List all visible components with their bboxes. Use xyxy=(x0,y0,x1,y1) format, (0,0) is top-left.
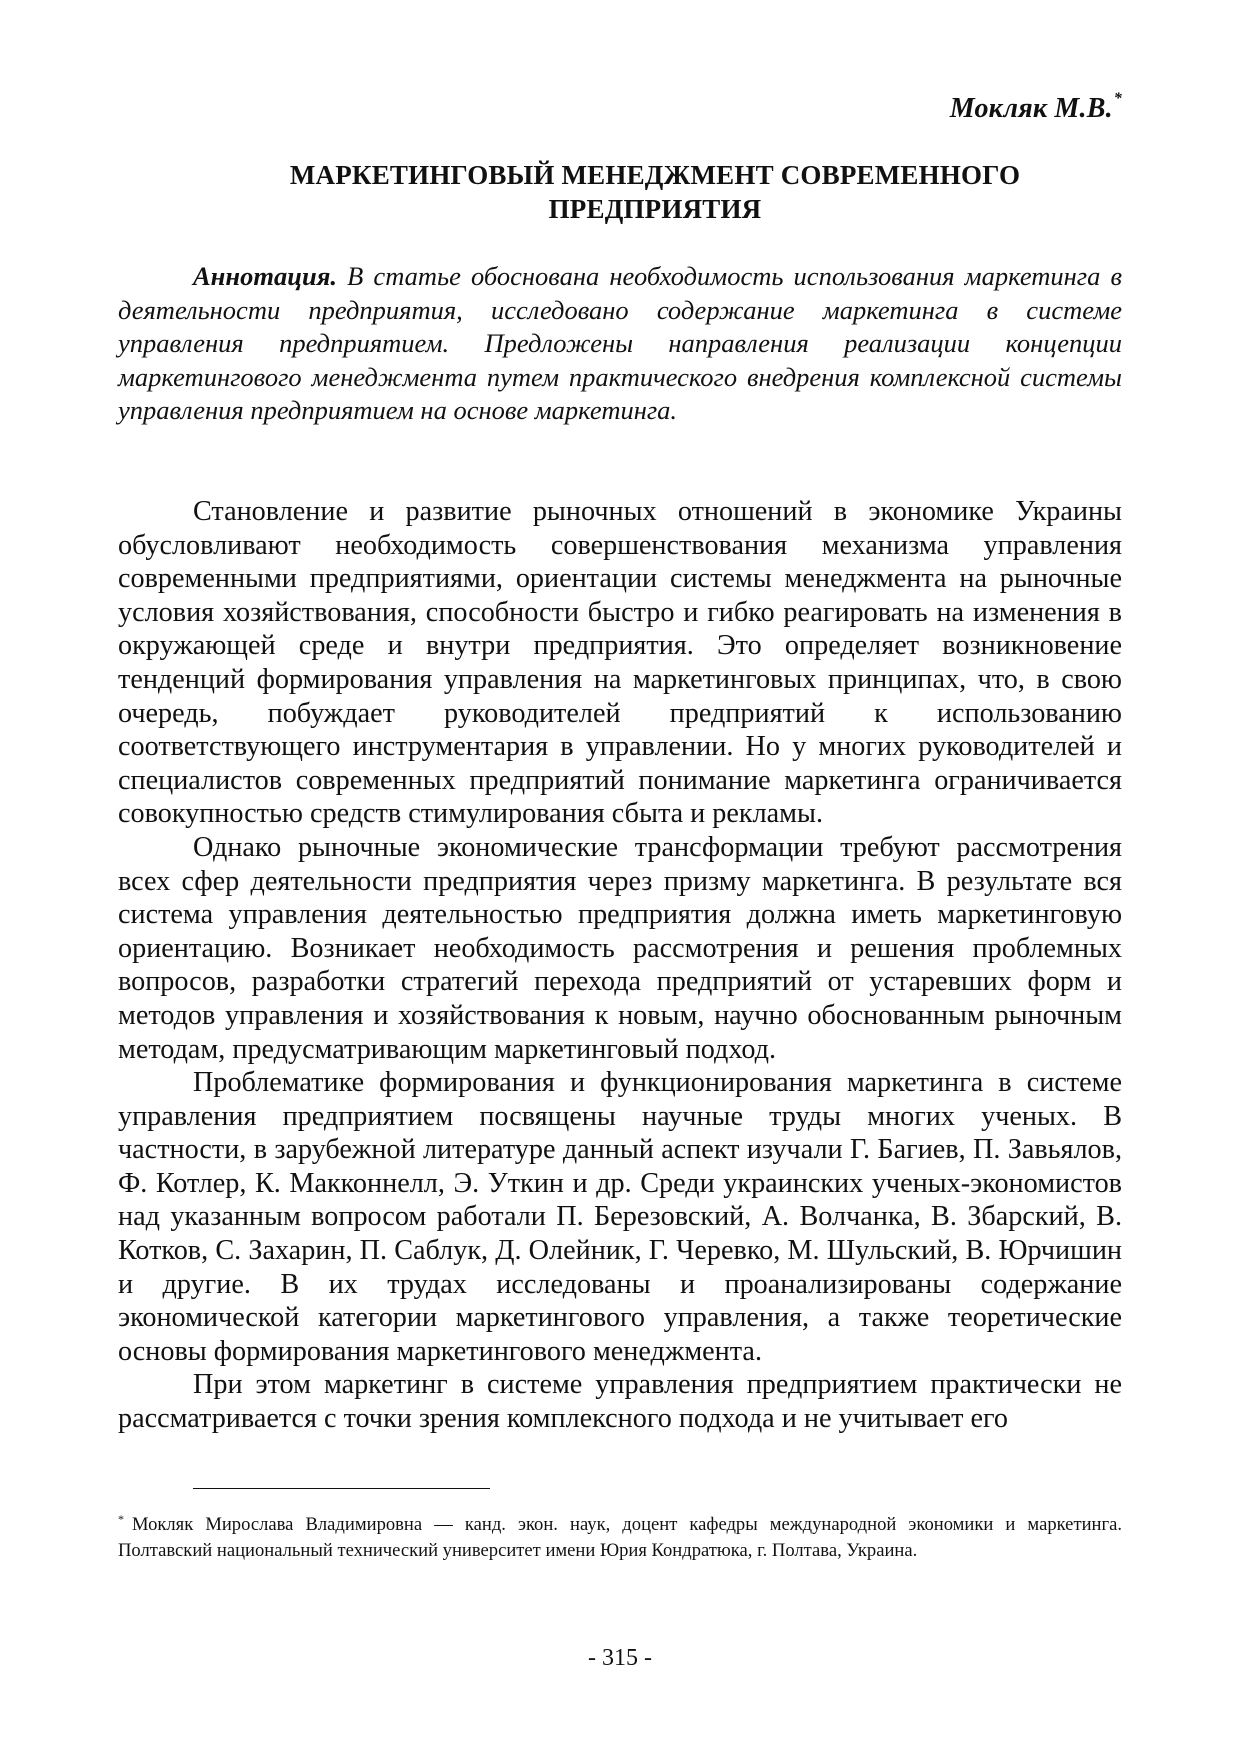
body-paragraph-2: Однако рыночные экономические трансформации требуют рассмотрения всех сфер деятельности предприятия через призму маркетинга. В результате вся система управления деятельностью предприятия должна иметь маркетинговую ориентацию. Возникает необходимость рассмотрения и решения проблемных вопросов, разработки стратегий перехода предприятий от устаревших форм и методов управления и хозяйствования к новым, научно обоснованным рыночным методам, предусматривающим маркетинговый подход. xyxy=(118,831,1122,1065)
footnote-reference-mark: * xyxy=(1113,90,1122,107)
footnote-mark: * xyxy=(118,1512,124,1526)
article-title: МАРКЕТИНГОВЫЙ МЕНЕДЖМЕНТ СОВРЕМЕННОГО ПРЕДПРИЯТИЯ xyxy=(289,160,1021,224)
body-paragraph-1: Становление и развитие рыночных отношений в экономике Украины обусловливают необходимость совершенствования механизма управления современными предприятиями, ориентации системы менеджмента на рыночные условия хозяйствования, способности быстро и гибко реагировать на изменения в окружающей среде и внутри предприятия. Это определяет возникновение тенденций формирования управления на маркетинговых принципах, что, в свою очередь, побуждает руководителей предприятий к использованию соответствующего инструментария в управлении. Но у многих руководителей и специалистов современных предприятий понимание маркетинга ограничивается совокупностью средств стимулирования сбыта и рекламы. xyxy=(118,496,1122,830)
author-name-text: Мокляк М.В. xyxy=(949,93,1113,124)
author-name xyxy=(950,90,1122,125)
abstract xyxy=(118,260,1122,428)
abstract-label: Аннотация. xyxy=(193,261,337,291)
footnote xyxy=(118,1506,1122,1564)
footnote-text: Мокляк Мирослава Владимировна — канд. экон. наук, доцент кафедры международной экономики и маркетинга. Полтавский национальный технический университет имени Юрия Кондратюка, г. Полтава, Украина. xyxy=(118,1514,1122,1561)
page-number: - 315 - xyxy=(588,1645,652,1671)
article-body xyxy=(118,495,1122,1436)
body-paragraph-4: При этом маркетинг в системе управления предприятием практически не рассматривается с точки зрения комплексного подхода и не учитывает его xyxy=(118,1369,1122,1435)
abstract-text: В статье обоснована необходимость использования маркетинга в деятельности предприятия, исследовано содержание маркетинга в системе управления предприятием. Предложены направления реализации концепции маркетингового менеджмента путем практического внедрения комплексной системы управления предприятием на основе маркетинга. xyxy=(118,261,1123,426)
footnote-separator xyxy=(193,1488,490,1489)
body-paragraph-3: Проблематике формирования и функционирования маркетинга в системе управления предприятием посвящены научные труды многих ученых. В частности, в зарубежной литературе данный аспект изучали Г. Багиев, П. Завьялов, Ф. Котлер, К. Макконнелл, Э. Уткин и др. Среди украинских ученых-экономистов над указанным вопросом работали П. Березовский, А. Волчанка, В. Збарский, В. Котков, С. Захарин, П. Саблук, Д. Олейник, Г. Черевко, М. Шульский, В. Юрчишин и другие. В их трудах исследованы и проанализированы содержание экономической категории маркетингового управления, а также теоретические основы формирования маркетингового менеджмента. xyxy=(118,1067,1122,1367)
